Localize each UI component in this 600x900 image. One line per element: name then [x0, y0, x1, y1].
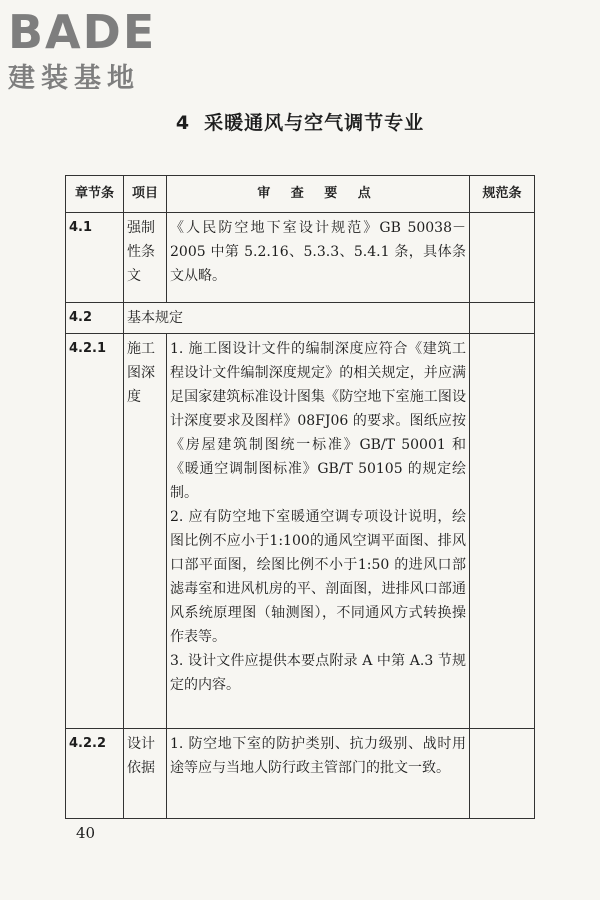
row-section: 4.2.2: [66, 729, 124, 819]
table-row: [66, 213, 535, 303]
header-section: 章节条: [66, 176, 124, 213]
row-review-points: [167, 213, 470, 303]
row-section: 4.1: [66, 213, 124, 303]
chapter-title: 采暖通风与空气调节专业: [204, 112, 425, 134]
header-review-points: 审 查 要 点: [167, 176, 470, 213]
review-paragraph: 3. 设计文件应提供本要点附录 A 中第 A.3 节规定的内容。: [170, 653, 466, 693]
review-paragraph: 2. 应有防空地下室暖通空调专项设计说明，绘图比例不应小于1:100的通风空调平面图、排风口部平面图，绘图比例不小于1:50 的进风口部滤毒室和进风机房的平、剖面图，进排风口部通风系统原理图（轴测图），不同通风方式转换操作表等。: [170, 509, 466, 645]
chapter-number: 4: [175, 112, 191, 134]
row-review-points: [167, 729, 470, 819]
page-title: [0, 108, 600, 135]
row-clause: [470, 213, 535, 303]
row-item: 强制性条文: [124, 213, 167, 303]
row-review-points: [167, 334, 470, 729]
row-clause: [470, 334, 535, 729]
row-clause: [470, 303, 535, 334]
table-row: [66, 729, 535, 819]
logo-subtitle: 建装基地: [8, 63, 140, 94]
bade-logo: [8, 6, 208, 96]
logo-wordmark: BADE: [8, 5, 157, 59]
row-clause: [470, 729, 535, 819]
review-paragraph: 《人民防空地下室设计规范》GB 50038－2005 中第 5.2.16、5.3.3、5.4.1 条，具体条文从略。: [170, 220, 466, 284]
review-table: [65, 175, 535, 819]
row-section: 4.2.1: [66, 334, 124, 729]
review-paragraph: 1. 施工图设计文件的编制深度应符合《建筑工程设计文件编制深度规定》的相关规定，并应满足国家建筑标准设计图集《防空地下室施工图设计深度要求及图样》08FJ06 的要求。图纸应按《房屋建筑制图统一标准》GB/T 50001 和《暖通空调制图标准》GB/T 50105 的规定绘制。: [170, 341, 466, 501]
row-item: 设计依据: [124, 729, 167, 819]
header-item: 项目: [124, 176, 167, 213]
row-section: 4.2: [66, 303, 124, 334]
table-header-row: [66, 176, 535, 213]
table-row: [66, 303, 535, 334]
review-paragraph: 1. 防空地下室的防护类别、抗力级别、战时用途等应与当地人防行政主管部门的批文一致。: [170, 736, 466, 776]
row-item: 基本规定: [124, 303, 470, 334]
page-number: 40: [76, 824, 96, 842]
table-row: [66, 334, 535, 729]
row-item: 施工图深度: [124, 334, 167, 729]
header-clause: 规范条: [470, 176, 535, 213]
